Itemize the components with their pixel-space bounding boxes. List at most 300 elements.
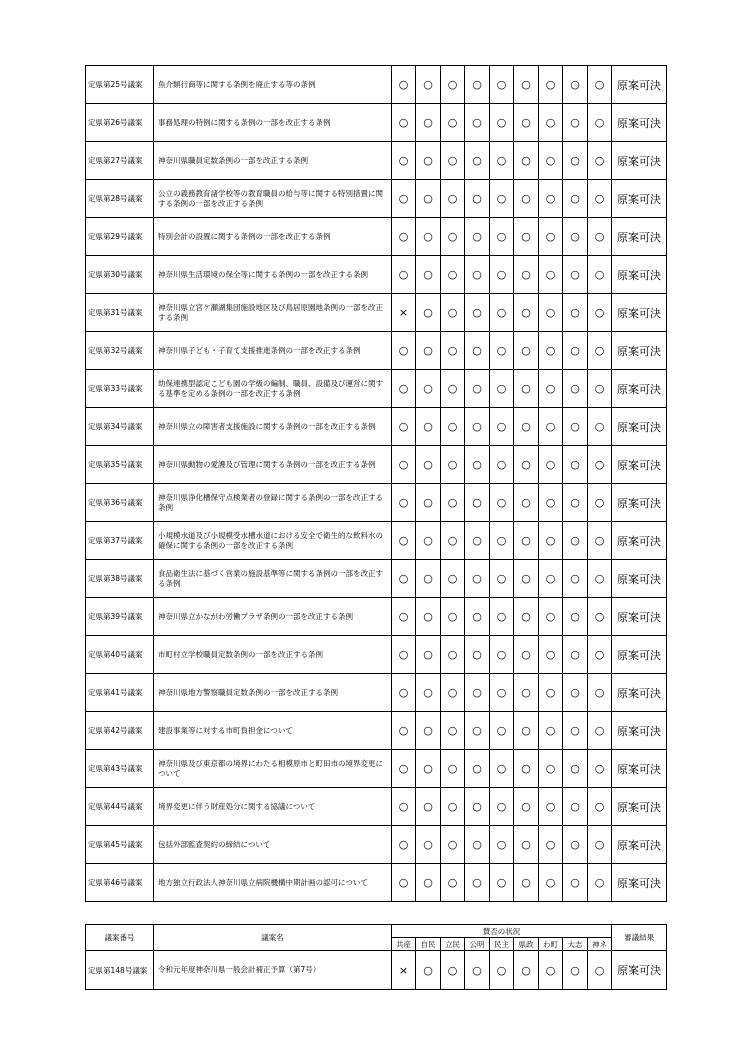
- bill-name: 地方独立行政法人神奈川県立病院機構中期計画の認可について: [154, 864, 392, 902]
- result-cell: 原案可決: [612, 370, 667, 408]
- vote-cell: ○: [392, 826, 416, 864]
- vote-cell: ○: [563, 180, 588, 218]
- bill-number: 定県第39号議案: [86, 598, 154, 636]
- table-row: [86, 446, 667, 484]
- bill-name: 神奈川県立宮ケ瀬湖集団施設地区及び鳥居原園地条例の一部を改正する条例: [154, 294, 392, 332]
- vote-cell: ○: [539, 788, 563, 826]
- vote-cell: ○: [392, 598, 416, 636]
- vote-cell: ○: [441, 484, 465, 522]
- vote-cell: ○: [465, 218, 490, 256]
- party-header: 民主: [490, 938, 514, 951]
- vote-cell: ○: [539, 142, 563, 180]
- bill-name: 建設事業等に対する市町負担金について: [154, 712, 392, 750]
- vote-cell: ○: [416, 864, 441, 902]
- vote-cell: ○: [416, 370, 441, 408]
- table-row: [86, 864, 667, 902]
- vote-cell: ○: [588, 256, 612, 294]
- result-cell: 原案可決: [612, 66, 667, 104]
- vote-cell: ○: [588, 332, 612, 370]
- vote-cell: ○: [465, 370, 490, 408]
- vote-cell: ○: [465, 712, 490, 750]
- bill-number: 定県第27号議案: [86, 142, 154, 180]
- vote-cell: ○: [490, 636, 514, 674]
- bill-name: 特別会計の設置に関する条例の一部を改正する条例: [154, 218, 392, 256]
- vote-cell: ○: [392, 788, 416, 826]
- vote-cell: ○: [465, 332, 490, 370]
- vote-cell: ○: [563, 332, 588, 370]
- result-cell: 原案可決: [612, 332, 667, 370]
- vote-cell: ○: [563, 951, 588, 990]
- vote-cell: ○: [490, 750, 514, 788]
- bill-name: 神奈川県及び東京都の境界にわたる相模原市と町田市の境界変更について: [154, 750, 392, 788]
- table-row: [86, 674, 667, 712]
- vote-cell: ○: [441, 826, 465, 864]
- vote-cell: ○: [588, 826, 612, 864]
- header-result: 審議結果: [612, 925, 667, 951]
- vote-cell: ○: [392, 522, 416, 560]
- result-cell: 原案可決: [612, 446, 667, 484]
- vote-cell: ○: [563, 788, 588, 826]
- result-cell: 原案可決: [612, 864, 667, 902]
- vote-cell: ○: [588, 951, 612, 990]
- bill-number: 定県第148号議案: [86, 951, 154, 990]
- vote-cell: ○: [441, 750, 465, 788]
- vote-cell: ○: [392, 104, 416, 142]
- vote-cell: ○: [465, 674, 490, 712]
- vote-cell: ○: [441, 408, 465, 446]
- vote-cell: ○: [588, 522, 612, 560]
- vote-cell: ○: [441, 951, 465, 990]
- vote-cell: ○: [514, 294, 539, 332]
- bill-number: 定県第41号議案: [86, 674, 154, 712]
- vote-cell: ○: [539, 66, 563, 104]
- vote-cell: ○: [514, 66, 539, 104]
- vote-cell: ○: [441, 674, 465, 712]
- vote-cell: ○: [563, 560, 588, 598]
- vote-cell: ○: [588, 218, 612, 256]
- vote-cell: ○: [563, 142, 588, 180]
- result-cell: 原案可決: [612, 522, 667, 560]
- vote-cell: ○: [465, 788, 490, 826]
- bill-name: 小規模水道及び小規模受水槽水道における安全で衛生的な飲料水の確保に関する条例の一部を改正する条例: [154, 522, 392, 560]
- vote-cell: ○: [588, 408, 612, 446]
- vote-cell: ○: [441, 218, 465, 256]
- result-cell: 原案可決: [612, 636, 667, 674]
- vote-cell: ○: [416, 826, 441, 864]
- vote-cell: ×: [392, 294, 416, 332]
- vote-cell: ○: [416, 408, 441, 446]
- vote-cell: ○: [465, 66, 490, 104]
- vote-cell: ○: [392, 560, 416, 598]
- vote-cell: ○: [514, 332, 539, 370]
- vote-cell: ○: [490, 294, 514, 332]
- table-row: [86, 218, 667, 256]
- bill-name: 神奈川県立かながわ労働プラザ条例の一部を改正する条例: [154, 598, 392, 636]
- vote-cell: ○: [588, 636, 612, 674]
- bill-name: 神奈川県子ども・子育て支援推進条例の一部を改正する条例: [154, 332, 392, 370]
- vote-cell: ○: [392, 636, 416, 674]
- vote-cell: ×: [392, 951, 416, 990]
- vote-cell: ○: [465, 256, 490, 294]
- vote-cell: ○: [563, 66, 588, 104]
- bill-number: 定県第35号議案: [86, 446, 154, 484]
- vote-cell: ○: [514, 446, 539, 484]
- vote-cell: ○: [539, 218, 563, 256]
- result-cell: 原案可決: [612, 951, 667, 990]
- party-header: 大志: [563, 938, 588, 951]
- vote-cell: ○: [465, 142, 490, 180]
- vote-cell: ○: [490, 218, 514, 256]
- vote-cell: ○: [441, 66, 465, 104]
- vote-cell: ○: [416, 712, 441, 750]
- vote-cell: ○: [441, 598, 465, 636]
- vote-cell: ○: [563, 598, 588, 636]
- vote-cell: ○: [514, 826, 539, 864]
- vote-cell: ○: [490, 674, 514, 712]
- vote-cell: ○: [392, 180, 416, 218]
- vote-cell: ○: [441, 712, 465, 750]
- vote-cell: ○: [514, 408, 539, 446]
- vote-cell: ○: [392, 408, 416, 446]
- table-row: [86, 294, 667, 332]
- vote-cell: ○: [563, 256, 588, 294]
- party-header: 自民: [416, 938, 441, 951]
- vote-cell: ○: [539, 256, 563, 294]
- bill-name: 神奈川県立の障害者支援施設に関する条例の一部を改正する条例: [154, 408, 392, 446]
- vote-cell: ○: [514, 951, 539, 990]
- table-row: [86, 750, 667, 788]
- vote-cell: ○: [563, 674, 588, 712]
- vote-cell: ○: [441, 560, 465, 598]
- table-row: [86, 598, 667, 636]
- vote-cell: ○: [588, 446, 612, 484]
- vote-cell: ○: [490, 142, 514, 180]
- result-cell: 原案可決: [612, 826, 667, 864]
- vote-cell: ○: [588, 142, 612, 180]
- bill-number: 定県第32号議案: [86, 332, 154, 370]
- result-cell: 原案可決: [612, 598, 667, 636]
- result-cell: 原案可決: [612, 294, 667, 332]
- result-cell: 原案可決: [612, 560, 667, 598]
- bill-name: 包括外部監査契約の締結について: [154, 826, 392, 864]
- vote-cell: ○: [392, 142, 416, 180]
- vote-cell: ○: [416, 674, 441, 712]
- vote-cell: ○: [539, 750, 563, 788]
- vote-cell: ○: [563, 522, 588, 560]
- vote-cell: ○: [416, 636, 441, 674]
- vote-cell: ○: [490, 256, 514, 294]
- vote-cell: ○: [416, 598, 441, 636]
- vote-cell: ○: [514, 636, 539, 674]
- vote-cell: ○: [392, 332, 416, 370]
- table-row: [86, 826, 667, 864]
- vote-cell: ○: [416, 332, 441, 370]
- table-row: [86, 256, 667, 294]
- vote-cell: ○: [563, 712, 588, 750]
- bill-name: 幼保連携型認定こども園の学級の編制、職員、設備及び運営に関する基準を定める条例の一部を改正する条例: [154, 370, 392, 408]
- vote-cell: ○: [490, 951, 514, 990]
- vote-cell: ○: [563, 218, 588, 256]
- vote-cell: ○: [490, 712, 514, 750]
- vote-cell: ○: [465, 598, 490, 636]
- bill-number: 定県第38号議案: [86, 560, 154, 598]
- vote-cell: ○: [465, 864, 490, 902]
- vote-cell: ○: [588, 750, 612, 788]
- bill-number: 定県第28号議案: [86, 180, 154, 218]
- bill-name: 食品衛生法に基づく営業の施設基準等に関する条例の一部を改正する条例: [154, 560, 392, 598]
- party-header: 神ネ: [588, 938, 612, 951]
- vote-cell: ○: [441, 864, 465, 902]
- vote-cell: ○: [514, 750, 539, 788]
- vote-cell: ○: [514, 712, 539, 750]
- vote-cell: ○: [490, 104, 514, 142]
- vote-cell: ○: [563, 104, 588, 142]
- vote-cell: ○: [416, 446, 441, 484]
- vote-cell: ○: [441, 294, 465, 332]
- bill-number: 定県第33号議案: [86, 370, 154, 408]
- vote-cell: ○: [490, 864, 514, 902]
- vote-cell: ○: [514, 180, 539, 218]
- vote-cell: ○: [465, 446, 490, 484]
- vote-cell: ○: [490, 180, 514, 218]
- vote-cell: ○: [490, 788, 514, 826]
- vote-cell: ○: [392, 446, 416, 484]
- table-row: [86, 788, 667, 826]
- vote-cell: ○: [539, 560, 563, 598]
- vote-cell: ○: [441, 370, 465, 408]
- table-row: [86, 408, 667, 446]
- vote-cell: ○: [490, 446, 514, 484]
- result-cell: 原案可決: [612, 712, 667, 750]
- vote-cell: ○: [441, 788, 465, 826]
- table-row: [86, 636, 667, 674]
- party-header: 公明: [465, 938, 490, 951]
- vote-cell: ○: [588, 66, 612, 104]
- vote-cell: ○: [514, 864, 539, 902]
- vote-cell: ○: [588, 598, 612, 636]
- vote-cell: ○: [465, 484, 490, 522]
- vote-cell: ○: [514, 218, 539, 256]
- vote-cell: ○: [416, 66, 441, 104]
- vote-cell: ○: [416, 256, 441, 294]
- vote-cell: ○: [514, 104, 539, 142]
- vote-cell: ○: [539, 864, 563, 902]
- bill-name: 事務処理の特例に関する条例の一部を改正する条例: [154, 104, 392, 142]
- vote-cell: ○: [465, 636, 490, 674]
- vote-cell: ○: [490, 66, 514, 104]
- vote-cell: ○: [465, 750, 490, 788]
- vote-cell: ○: [416, 750, 441, 788]
- vote-cell: ○: [465, 560, 490, 598]
- vote-cell: ○: [416, 788, 441, 826]
- table-row: [86, 332, 667, 370]
- vote-cell: ○: [563, 864, 588, 902]
- vote-cell: ○: [514, 674, 539, 712]
- vote-cell: ○: [563, 294, 588, 332]
- vote-cell: ○: [441, 180, 465, 218]
- vote-cell: ○: [465, 294, 490, 332]
- bill-number: 定県第40号議案: [86, 636, 154, 674]
- table-row: [86, 712, 667, 750]
- bill-name: 神奈川県浄化槽保守点検業者の登録に関する条例の一部を改正する条例: [154, 484, 392, 522]
- vote-cell: ○: [490, 598, 514, 636]
- bill-name: 市町村立学校職員定数条例の一部を改正する条例: [154, 636, 392, 674]
- vote-cell: ○: [490, 560, 514, 598]
- vote-cell: ○: [514, 484, 539, 522]
- result-cell: 原案可決: [612, 408, 667, 446]
- vote-cell: ○: [539, 446, 563, 484]
- header-vote-status: 賛否の状況: [392, 925, 612, 938]
- bill-number: 定県第25号議案: [86, 66, 154, 104]
- vote-cell: ○: [441, 332, 465, 370]
- party-header: わ町: [539, 938, 563, 951]
- bill-number: 定県第42号議案: [86, 712, 154, 750]
- result-cell: 原案可決: [612, 788, 667, 826]
- vote-cell: ○: [490, 522, 514, 560]
- vote-cell: ○: [588, 294, 612, 332]
- table-row: [86, 142, 667, 180]
- vote-cell: ○: [563, 636, 588, 674]
- vote-cell: ○: [416, 484, 441, 522]
- vote-cell: ○: [539, 370, 563, 408]
- party-header: 県政: [514, 938, 539, 951]
- party-header: 共産: [392, 938, 416, 951]
- vote-cell: ○: [465, 522, 490, 560]
- bill-name: 神奈川県動物の愛護及び管理に関する条例の一部を改正する条例: [154, 446, 392, 484]
- bill-name: 神奈川県職員定数条例の一部を改正する条例: [154, 142, 392, 180]
- vote-cell: ○: [514, 256, 539, 294]
- bill-number: 定県第31号議案: [86, 294, 154, 332]
- table-row: [86, 180, 667, 218]
- vote-cell: ○: [539, 636, 563, 674]
- vote-cell: ○: [490, 332, 514, 370]
- vote-cell: ○: [416, 522, 441, 560]
- vote-cell: ○: [539, 674, 563, 712]
- vote-cell: ○: [588, 484, 612, 522]
- vote-cell: ○: [514, 522, 539, 560]
- vote-cell: ○: [392, 256, 416, 294]
- vote-cell: ○: [563, 750, 588, 788]
- vote-cell: ○: [465, 408, 490, 446]
- vote-table-main: [85, 65, 667, 902]
- bill-name: 神奈川県生活環境の保全等に関する条例の一部を改正する条例: [154, 256, 392, 294]
- vote-cell: ○: [563, 370, 588, 408]
- vote-cell: ○: [539, 408, 563, 446]
- vote-cell: ○: [539, 951, 563, 990]
- result-cell: 原案可決: [612, 484, 667, 522]
- result-cell: 原案可決: [612, 750, 667, 788]
- vote-cell: ○: [539, 826, 563, 864]
- vote-cell: ○: [392, 66, 416, 104]
- header-bill-name: 議案名: [154, 925, 392, 951]
- table-row: [86, 951, 667, 990]
- vote-cell: ○: [539, 104, 563, 142]
- vote-cell: ○: [588, 560, 612, 598]
- vote-cell: ○: [514, 142, 539, 180]
- vote-cell: ○: [441, 522, 465, 560]
- vote-cell: ○: [490, 408, 514, 446]
- vote-cell: ○: [563, 484, 588, 522]
- vote-cell: ○: [392, 864, 416, 902]
- bill-name: 魚介類行商等に関する条例を廃止する等の条例: [154, 66, 392, 104]
- vote-cell: ○: [588, 712, 612, 750]
- vote-cell: ○: [416, 294, 441, 332]
- vote-cell: ○: [490, 370, 514, 408]
- bill-number: 定県第34号議案: [86, 408, 154, 446]
- result-cell: 原案可決: [612, 142, 667, 180]
- vote-cell: ○: [416, 951, 441, 990]
- result-cell: 原案可決: [612, 104, 667, 142]
- vote-cell: ○: [490, 484, 514, 522]
- vote-cell: ○: [514, 560, 539, 598]
- vote-cell: ○: [588, 788, 612, 826]
- vote-cell: ○: [539, 332, 563, 370]
- vote-cell: ○: [539, 522, 563, 560]
- vote-table-second: [85, 924, 667, 990]
- bill-number: 定県第26号議案: [86, 104, 154, 142]
- party-header: 立民: [441, 938, 465, 951]
- vote-cell: ○: [588, 674, 612, 712]
- vote-cell: ○: [490, 826, 514, 864]
- table-row: [86, 66, 667, 104]
- vote-cell: ○: [416, 142, 441, 180]
- vote-cell: ○: [539, 484, 563, 522]
- vote-cell: ○: [588, 370, 612, 408]
- result-cell: 原案可決: [612, 180, 667, 218]
- bill-name: 公立の義務教育諸学校等の教育職員の給与等に関する特別措置に関する条例の一部を改正する条例: [154, 180, 392, 218]
- vote-cell: ○: [465, 826, 490, 864]
- bill-number: 定県第46号議案: [86, 864, 154, 902]
- result-cell: 原案可決: [612, 218, 667, 256]
- vote-cell: ○: [392, 712, 416, 750]
- vote-cell: ○: [465, 951, 490, 990]
- result-cell: 原案可決: [612, 256, 667, 294]
- vote-cell: ○: [539, 180, 563, 218]
- vote-cell: ○: [588, 864, 612, 902]
- bill-name: 令和元年度神奈川県一般会計補正予算（第7号）: [154, 951, 392, 990]
- vote-cell: ○: [465, 180, 490, 218]
- vote-cell: ○: [416, 560, 441, 598]
- vote-cell: ○: [588, 104, 612, 142]
- vote-cell: ○: [392, 750, 416, 788]
- bill-number: 定県第44号議案: [86, 788, 154, 826]
- vote-cell: ○: [441, 142, 465, 180]
- vote-cell: ○: [563, 826, 588, 864]
- vote-cell: ○: [441, 636, 465, 674]
- vote-cell: ○: [416, 180, 441, 218]
- bill-name: 神奈川県地方警察職員定数条例の一部を改正する条例: [154, 674, 392, 712]
- header-bill-number: 議案番号: [86, 925, 154, 951]
- bill-number: 定県第43号議案: [86, 750, 154, 788]
- bill-number: 定県第29号議案: [86, 218, 154, 256]
- vote-cell: ○: [441, 446, 465, 484]
- vote-cell: ○: [588, 180, 612, 218]
- table-row: [86, 104, 667, 142]
- vote-cell: ○: [392, 674, 416, 712]
- table-row: [86, 484, 667, 522]
- table-row: [86, 370, 667, 408]
- result-cell: 原案可決: [612, 674, 667, 712]
- vote-cell: ○: [563, 408, 588, 446]
- vote-cell: ○: [514, 788, 539, 826]
- bill-number: 定県第37号議案: [86, 522, 154, 560]
- bill-number: 定県第45号議案: [86, 826, 154, 864]
- table-row: [86, 560, 667, 598]
- vote-cell: ○: [514, 598, 539, 636]
- vote-cell: ○: [392, 370, 416, 408]
- vote-cell: ○: [539, 712, 563, 750]
- bill-name: 境界変更に伴う財産処分に関する協議について: [154, 788, 392, 826]
